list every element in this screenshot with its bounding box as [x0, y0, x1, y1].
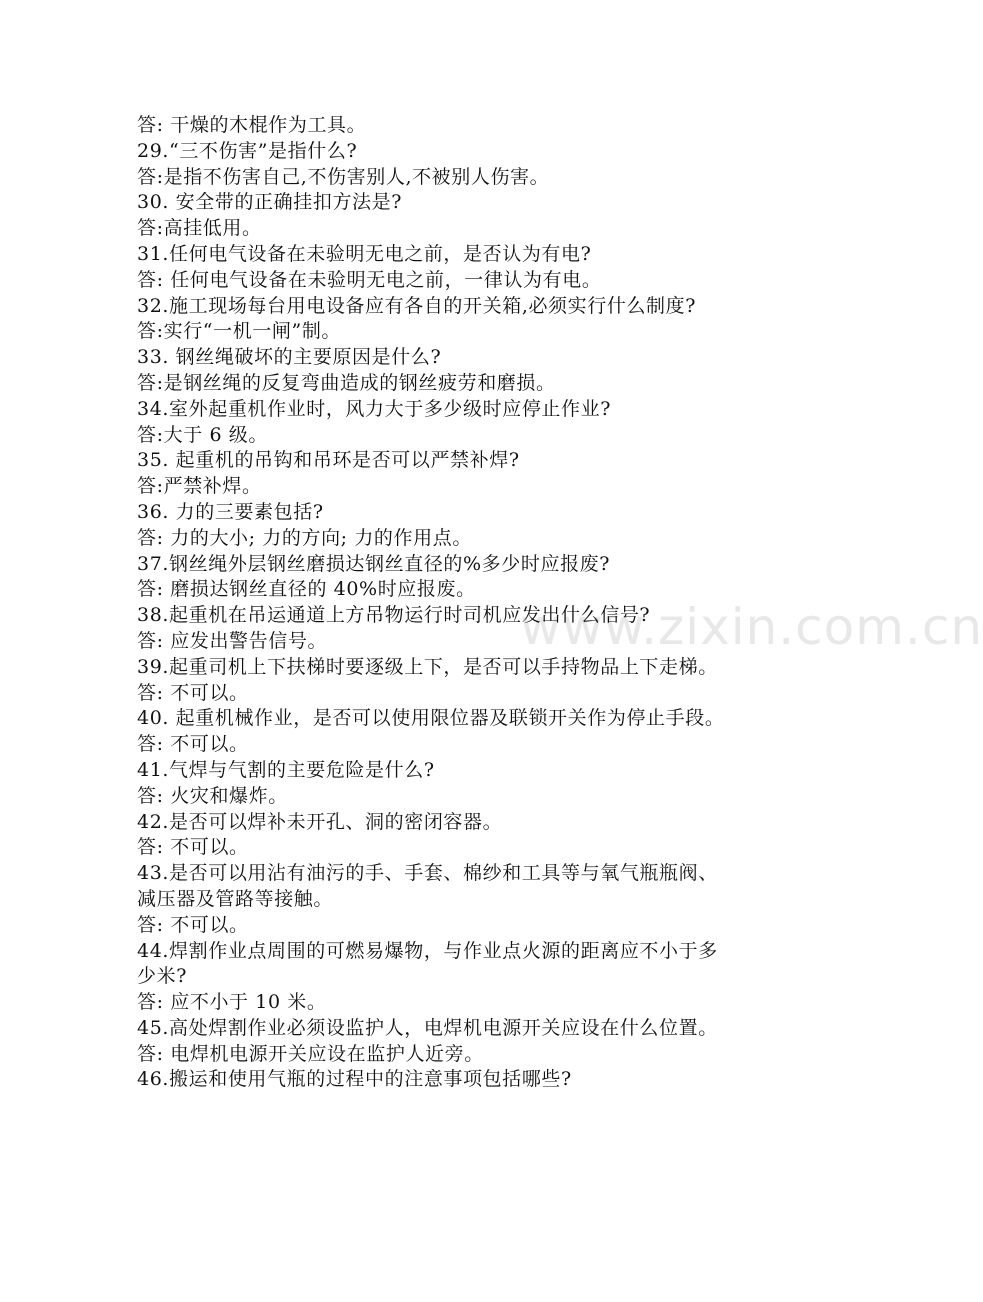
text-line: 答: 磨损达钢丝直径的 40%时应报废。: [137, 578, 476, 601]
watermark: www.zixin.com.cn: [520, 598, 983, 656]
text-line: 33. 钢丝绳破坏的主要原因是什么?: [137, 346, 442, 369]
text-line: 减压器及管路等接触。: [137, 887, 334, 910]
text-line: 35. 起重机的吊钩和吊环是否可以严禁补焊?: [137, 449, 520, 472]
text-line: 答: 任何电气设备在未验明无电之前，一律认为有电。: [137, 268, 602, 291]
text-line: 答: 电焊机电源开关应设在监护人近旁。: [137, 1042, 484, 1065]
text-line: 答: 不可以。: [137, 913, 249, 936]
text-line: 答: 火灾和爆炸。: [137, 784, 288, 807]
text-line: 40. 起重机械作业，是否可以使用限位器及联锁开关作为停止手段。: [137, 707, 725, 730]
text-line: 答: 不可以。: [137, 733, 249, 756]
text-line: 42.是否可以焊补未开孔、洞的密闭容器。: [137, 810, 503, 833]
text-line: 答:是钢丝绳的反复弯曲造成的钢丝疲劳和磨损。: [137, 371, 556, 394]
text-line: 31.任何电气设备在未验明无电之前，是否认为有电?: [137, 242, 592, 265]
text-line: 答:严禁补焊。: [137, 475, 262, 498]
text-line: 38.起重机在吊运通道上方吊物运行时司机应发出什么信号?: [137, 604, 651, 627]
text-line: 答: 力的大小; 力的方向; 力的作用点。: [137, 526, 472, 549]
text-line: 答: 干燥的木棍作为工具。: [137, 114, 367, 136]
text-line: 答: 不可以。: [137, 681, 249, 704]
text-line: 29.“三不伤害”是指什么?: [137, 139, 358, 162]
text-line: 答:实行“一机一闸”制。: [137, 320, 342, 343]
text-line: 45.高处焊割作业必须设监护人，电焊机电源开关应设在什么位置。: [137, 1016, 718, 1039]
text-line: 32.施工现场每台用电设备应有各自的开关箱,必须实行什么制度?: [137, 294, 697, 317]
text-line: 答: 应发出警告信号。: [137, 629, 328, 652]
text-line: 答: 应不小于 10 米。: [137, 991, 327, 1014]
text-line: 答:高挂低用。: [137, 217, 262, 240]
text-line: 46.搬运和使用气瓶的过程中的注意事项包括哪些?: [137, 1068, 572, 1091]
text-line: 41.气焊与气割的主要危险是什么?: [137, 758, 435, 781]
text-line: 37.钢丝绳外层钢丝磨损达钢丝直径的%多少时应报废?: [137, 552, 611, 575]
text-line: 43.是否可以用沾有油污的手、手套、棉纱和工具等与氧气瓶瓶阀、: [137, 862, 718, 885]
text-line: 34.室外起重机作业时，风力大于多少级时应停止作业?: [137, 397, 612, 420]
text-line: 39.起重司机上下扶梯时要逐级上下，是否可以手持物品上下走梯。: [137, 655, 718, 678]
text-line: 36. 力的三要素包括?: [137, 500, 324, 523]
text-line: 30. 安全带的正确挂扣方法是?: [137, 191, 403, 214]
text-line: 44.焊割作业点周围的可燃易爆物，与作业点火源的距离应不小于多: [137, 939, 718, 962]
qa-text-body: [137, 113, 787, 1093]
text-line: 少米?: [137, 965, 187, 988]
text-line: 答:大于 6 级。: [137, 423, 268, 446]
text-line: 答:是指不伤害自己,不伤害别人,不被别人伤害。: [137, 165, 550, 188]
text-line: 答: 不可以。: [137, 836, 249, 859]
